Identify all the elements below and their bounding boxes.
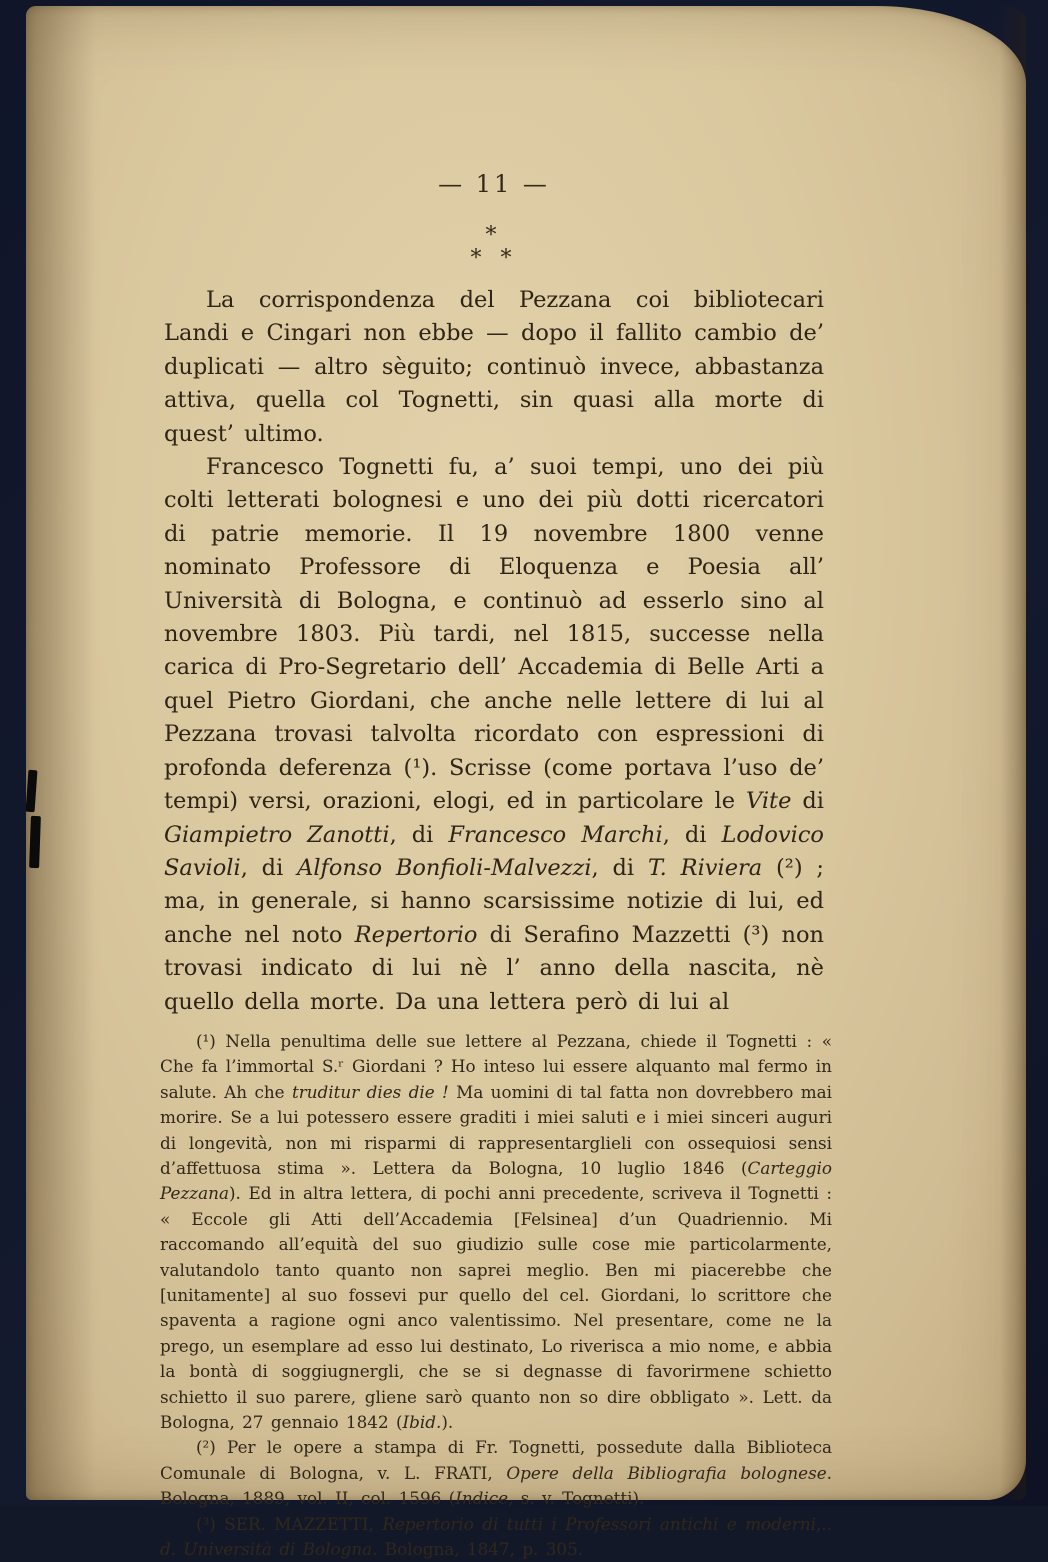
text-column [164,6,824,1019]
binding-mark [29,816,41,868]
asterisk-ornament [164,224,824,270]
footnotes [160,1029,832,1562]
footnote-column [160,1029,832,1562]
footnote: (³) SER. MAZZETTI, Repertorio di tutti i Professori antichi e moderni,.. d. Università di Bologna. Bologna, 1847, p. 305. [160,1513,832,1560]
footnote: (²) Per le opere a stampa di Fr. Tognetti, possedute dalla Biblioteca Comunale di Bologna, v. L. FRATI, Opere della Bibliografia bolognese. Bologna, 1889, vol. II, col. 1596 (Indice, s. v. Tognetti). [160,1437,832,1509]
footnote: (¹) Nella penultima delle sue lettere al Pezzana, chiede il Tognetti : « Che fa l’immortal S.ʳ Giordani ? Ho inteso lui essere alquanto mal fermo in salute. Ah che truditur dies die ! Ma uomini di tal fatta non dovrebbero mai morire. Se a lui potessero essere graditi i miei saluti e i miei sinceri auguri di longevità, non mi risparmi di rappresentarglieli con ossequiosi sensi d’affettuosa stima ». Lettera da Bologna, 10 luglio 1846 (Carteggio Pezzana). Ed in altra lettera, di pochi anni precedente, scriveva il Tognetti : « Eccole gli Atti dell’Accademia [Felsinea] d’un Quadriennio. Mi raccomando all’equità del suo giudizio sulle cose mie particolarmente, valutandolo tanto quanto non saprei meglio. Ben mi piacerebbe che [unitamente] al suo fossevi pur quello del cel. Giordani, lo scrittore che spaventa a ragione ogni anco valentissimo. Nel presentare, come ne la prego, un esemplare ad esso lui destinato, Lo riverisca a mio nome, e abbia la bontà di soggiugnergli, che se si degnasse di favorirmene schietto schietto il suo parere, gliene sarò quanto non so dire obbligato ». Lett. da Bologna, 27 gennaio 1842 (Ibid.). [160,1030,832,1433]
paragraph: La corrispondenza del Pezzana coi bibliotecari Landi e Cingari non ebbe — dopo il fallito cambio de’ duplicati — altro sèguito; continuò invece, abbastanza attiva, quella col Tognetti, sin quasi alla morte di quest’ ultimo. [164,287,824,447]
page-number: — 11 — [438,170,550,198]
main-text [164,284,824,1019]
paragraph: Francesco Tognetti fu, a’ suoi tempi, uno dei più colti letterati bolognesi e uno dei più dotti ricercatori di patrie memorie. Il 19 novembre 1800 venne nominato Professore di Eloquenza e Poesia all’ Università di Bologna, e continuò ad esserlo sino al novembre 1803. Più tardi, nel 1815, successe nella carica di Pro-Segretario dell’ Accademia di Belle Arti a quel Pietro Giordani, che anche nelle lettere di lui al Pezzana trovasi talvolta ricordato con espressioni di profonda deferenza (¹). Scrisse (come portava l’uso de’ tempi) versi, orazioni, elogi, ed in particolare le Vite di Giampietro Zanotti, di Francesco Marchi, di Lodovico Savioli, di Alfonso Bonfioli-Malvezzi, di T. Riviera (²) ; ma, in generale, si hanno scarsissime notizie di lui, ed anche nel noto Repertorio di Serafino Mazzetti (³) non trovasi indicato di lui nè l’ anno della nascita, nè quello della morte. Da una lettera però di lui al [164,454,824,1015]
ornament-top: * [485,223,503,248]
ornament-bottom: * * [470,246,518,271]
book-page [26,6,1026,1560]
